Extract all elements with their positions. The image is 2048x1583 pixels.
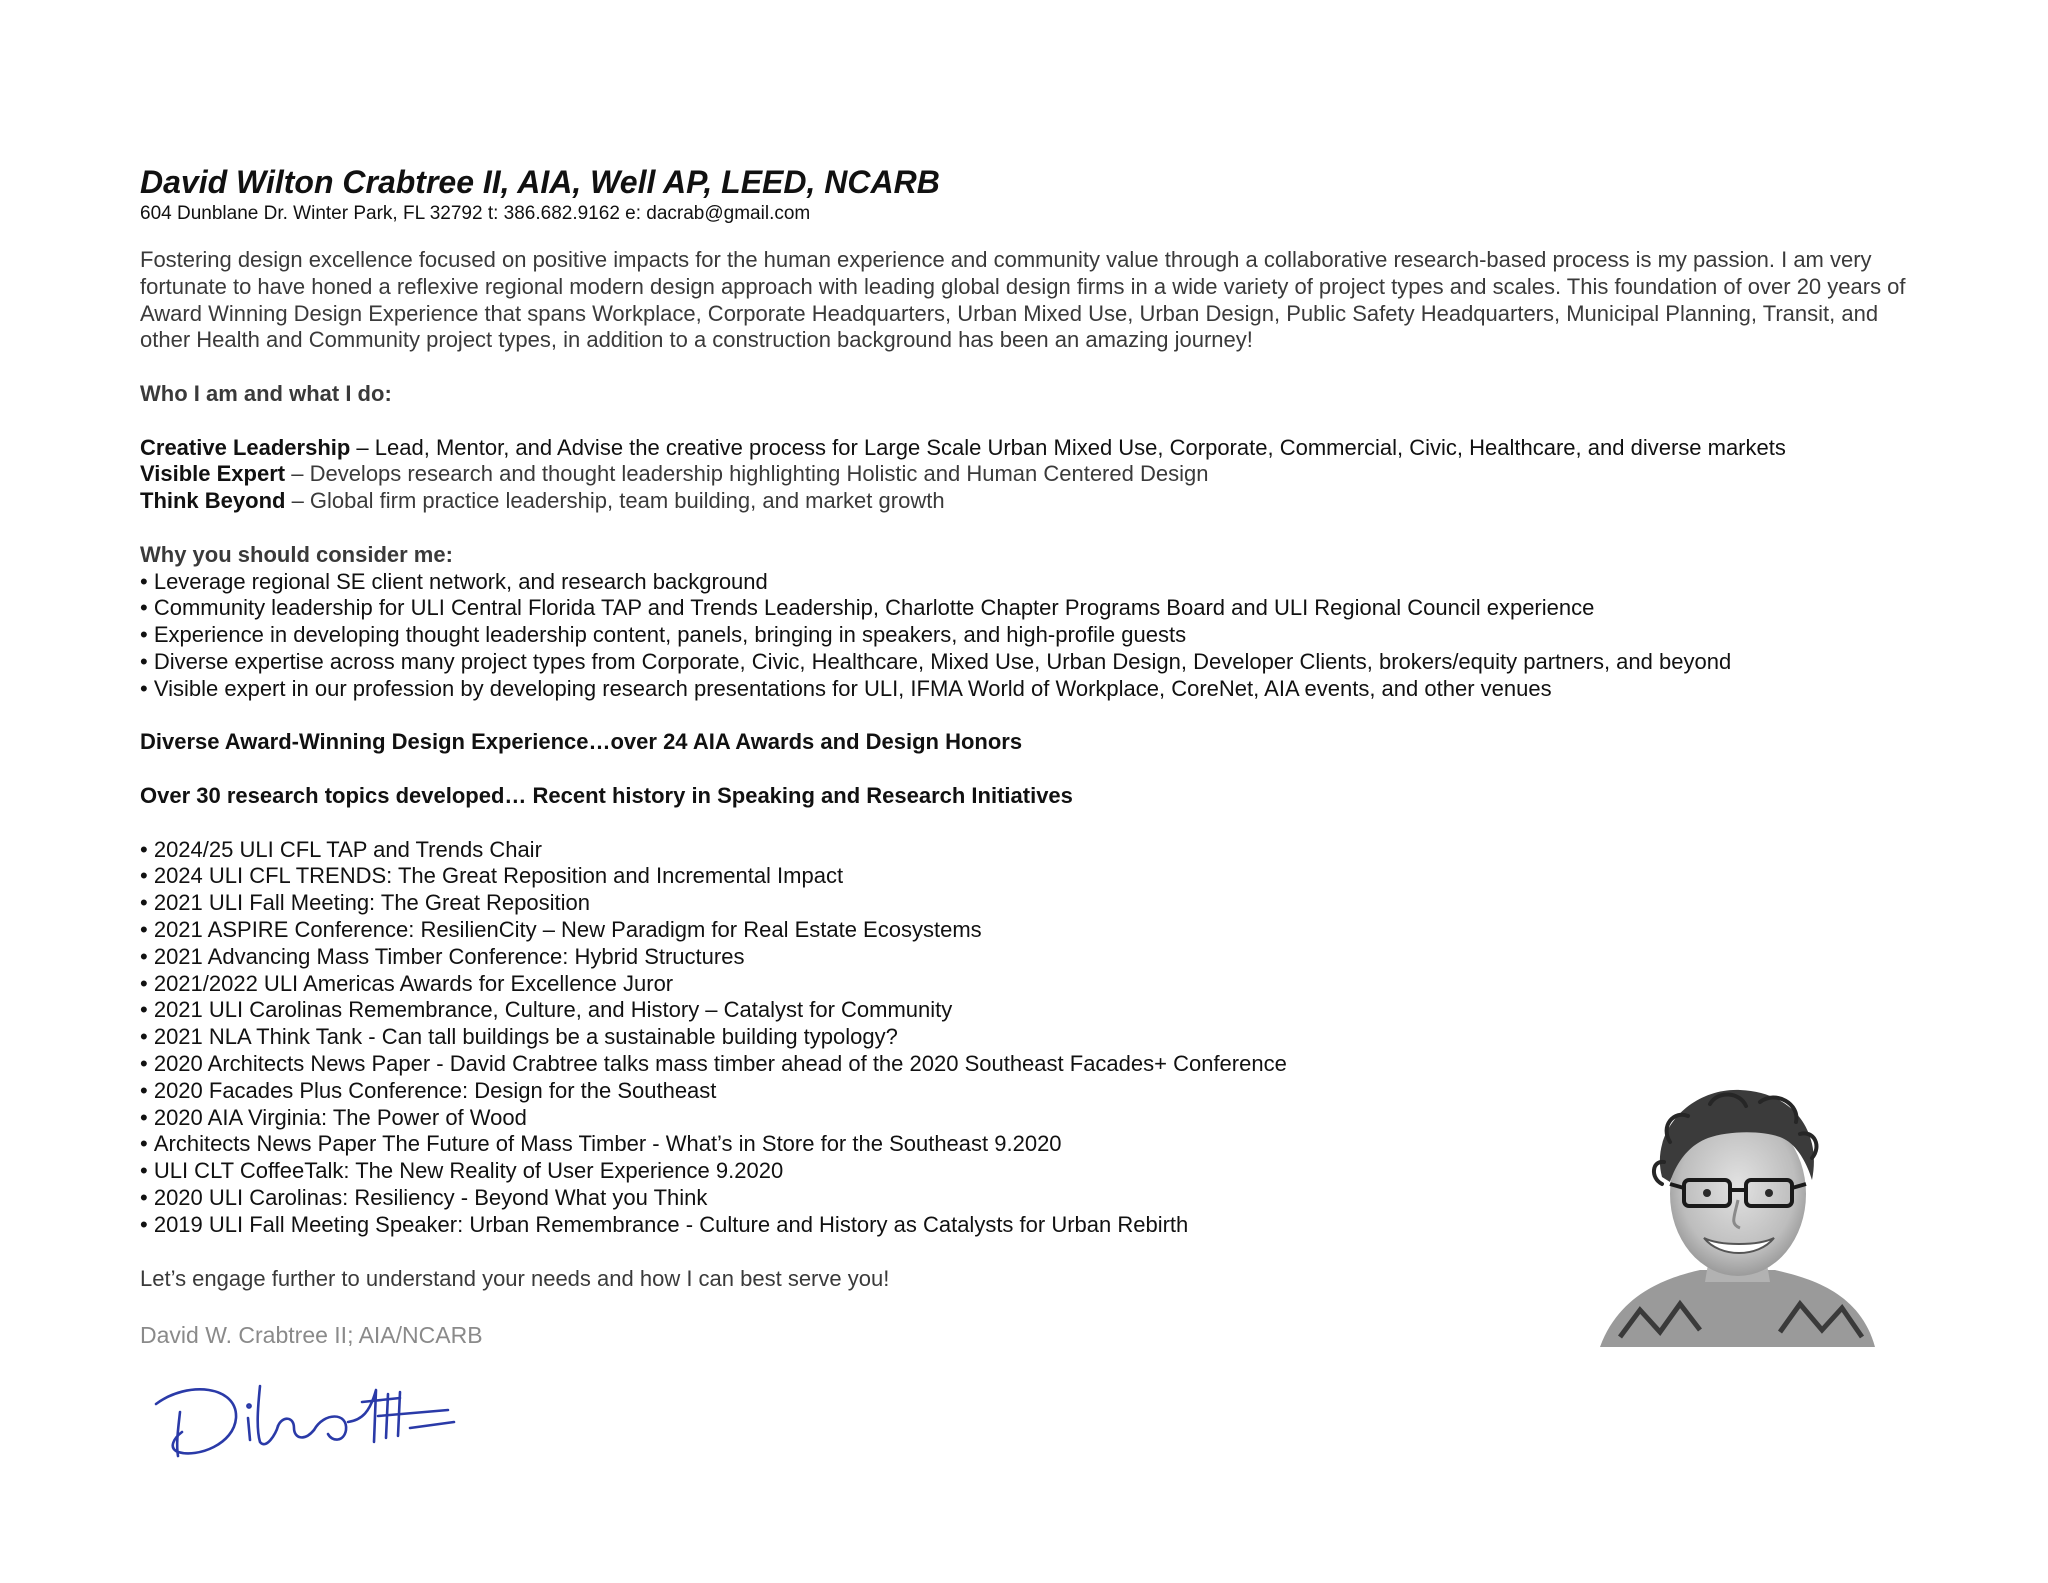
candidate-name: David Wilton Crabtree II, AIA, Well AP, LEED, NCARB [140,164,940,200]
list-item: • 2021 ULI Carolinas Remembrance, Culture, and History – Catalyst for Community [140,997,1930,1024]
awards-heading: Diverse Award-Winning Design Experience…over 24 AIA Awards and Design Honors [140,729,1023,755]
list-item: • 2020 Architects News Paper - David Crabtree talks mass timber ahead of the 2020 Southeast Facades+ Conference [140,1051,1930,1078]
list-item: • Experience in developing thought leadership content, panels, bringing in speakers, and high-profile guests [140,622,1930,649]
list-item: • 2024 ULI CFL TRENDS: The Great Reposition and Incremental Impact [140,863,1930,890]
intro-paragraph: Fostering design excellence focused on positive impacts for the human experience and community value through a collaborative research-based process is my passion. I am very fortunate to have honed a reflexive regional modern design approach with leading global design firms in a wide variety of project types and scales. This foundation of over 20 years of Award Winning Design Experience that spans Workplace, Corporate Headquarters, Urban Mixed Use, Urban Design, Public Safety Headquarters, Municipal Planning, Transit, and other Health and Community project types, in addition to a construction background has been an amazing journey! [140,247,1906,353]
who-item-text: – Global firm practice leadership, team building, and market growth [285,488,945,514]
list-item: • 2021/2022 ULI Americas Awards for Excellence Juror [140,971,1930,998]
who-item-text: – Develops research and thought leadership highlighting Holistic and Human Centered Design [285,461,1209,487]
who-item-label: Visible Expert [140,461,286,487]
list-item: • 2021 Advancing Mass Timber Conference: Hybrid Structures [140,944,1930,971]
research-heading: Over 30 research topics developed… Recent history in Speaking and Research Initiatives [140,782,1073,808]
list-item: • 2020 ULI Carolinas: Resiliency - Beyond What you Think [140,1185,1930,1212]
list-item: • Leverage regional SE client network, and research background [140,569,1930,596]
list-item: • 2024/25 ULI CFL TAP and Trends Chair [140,837,1930,864]
list-item: • ULI CLT CoffeeTalk: The New Reality of User Experience 9.2020 [140,1158,1930,1185]
list-item: • 2019 ULI Fall Meeting Speaker: Urban Remembrance - Culture and History as Catalysts for Urban Rebirth [140,1212,1930,1239]
list-item: • 2021 NLA Think Tank - Can tall buildings be a sustainable building typology? [140,1024,1930,1051]
who-item [140,435,1930,462]
handwritten-signature [148,1372,478,1472]
list-item: • 2021 ASPIRE Conference: ResilienCity – New Paradigm for Real Estate Ecosystems [140,917,1930,944]
closing-line: Let’s engage further to understand your needs and how I can best serve you! [140,1266,890,1292]
list-item: • Visible expert in our profession by developing research presentations for ULI, IFMA World of Workplace, CoreNet, AIA events, and other venues [140,676,1930,703]
who-heading: Who I am and what I do: [140,380,392,406]
signoff-name: David W. Crabtree II; AIA/NCARB [140,1322,483,1349]
who-item [140,488,1930,515]
who-item-label: Think Beyond [140,488,286,514]
why-list [140,569,1930,703]
list-item: • Community leadership for ULI Central Florida TAP and Trends Leadership, Charlotte Chapter Programs Board and ULI Regional Council experience [140,595,1930,622]
contact-line: 604 Dunblane Dr. Winter Park, FL 32792 t: 386.682.9162 e: dacrab@gmail.com [140,203,811,224]
who-list [140,435,1930,515]
list-item: • 2020 Facades Plus Conference: Design for the Southeast [140,1078,1930,1105]
list-item: • 2021 ULI Fall Meeting: The Great Reposition [140,890,1930,917]
who-item [140,461,1930,488]
who-item-text: – Lead, Mentor, and Advise the creative process for Large Scale Urban Mixed Use, Corporate, Commercial, Civic, Healthcare, and diverse markets [350,434,1786,460]
why-heading: Why you should consider me: [140,541,453,567]
list-item: • Diverse expertise across many project types from Corporate, Civic, Healthcare, Mixed Use, Urban Design, Developer Clients, brokers/equity partners, and beyond [140,649,1930,676]
list-item: • 2020 AIA Virginia: The Power of Wood [140,1105,1930,1132]
who-item-label: Creative Leadership [140,434,351,460]
portrait-photo [1600,1082,1875,1347]
list-item: • Architects News Paper The Future of Mass Timber - What’s in Store for the Southeast 9.2020 [140,1131,1930,1158]
